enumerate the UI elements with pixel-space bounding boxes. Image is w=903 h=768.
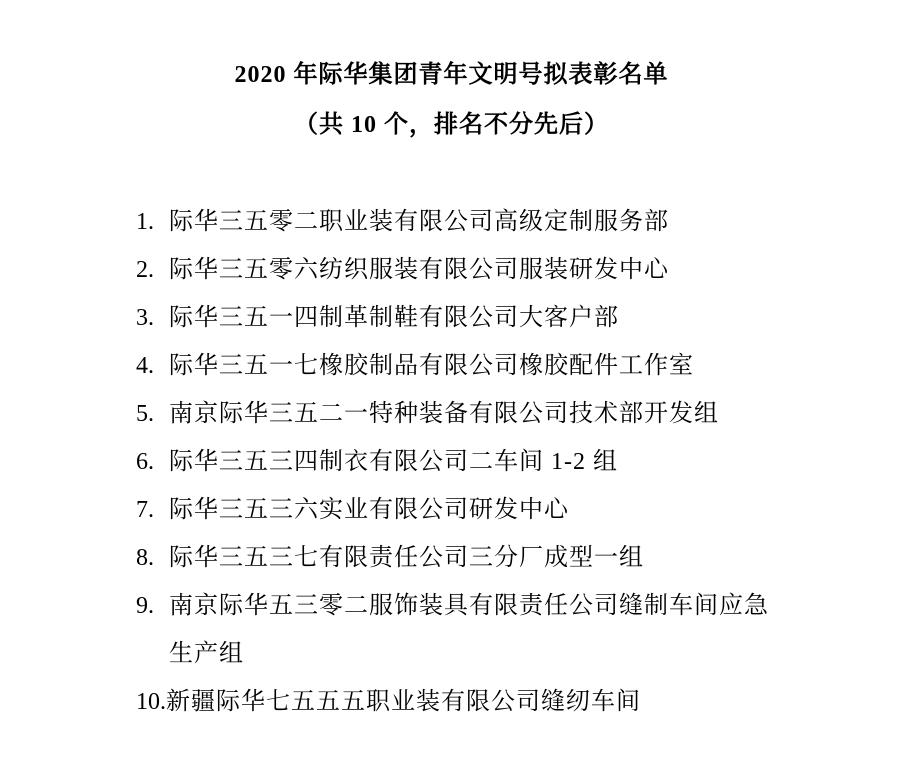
list-item-number: 2. bbox=[136, 257, 154, 283]
list-item bbox=[136, 246, 784, 294]
list-item-number: 3. bbox=[136, 305, 154, 331]
list-item bbox=[136, 390, 784, 438]
list-item-text: 际华三五零六纺织服装有限公司服装研发中心 bbox=[169, 257, 669, 283]
list-item-text: 际华三五三六实业有限公司研发中心 bbox=[169, 497, 569, 523]
list-item bbox=[136, 582, 784, 678]
list-item-text: 际华三五一四制革制鞋有限公司大客户部 bbox=[169, 305, 619, 331]
document-subtitle: （共 10 个，排名不分先后） bbox=[294, 112, 609, 138]
list-item bbox=[136, 438, 784, 486]
list-item-number: 9. bbox=[136, 593, 154, 619]
document-title: 2020 年际华集团青年文明号拟表彰名单 bbox=[234, 62, 669, 88]
list-item-number: 5. bbox=[136, 401, 154, 427]
list-item bbox=[136, 534, 784, 582]
list-item-text: 南京际华三五二一特种装备有限公司技术部开发组 bbox=[169, 401, 719, 427]
list-item-text: 际华三五三七有限责任公司三分厂成型一组 bbox=[169, 545, 644, 571]
list-item-text: 新疆际华七五五五职业装有限公司缝纫车间 bbox=[166, 689, 641, 715]
list-item bbox=[136, 294, 784, 342]
list-item-text: 际华三五三四制衣有限公司二车间 1-2 组 bbox=[169, 449, 618, 475]
list-item-number: 8. bbox=[136, 545, 154, 571]
list-item bbox=[136, 198, 784, 246]
list-item-number: 6. bbox=[136, 449, 154, 475]
list-item bbox=[136, 342, 784, 390]
award-list bbox=[136, 198, 784, 726]
list-item-number: 7. bbox=[136, 497, 154, 523]
list-item bbox=[136, 486, 784, 534]
list-item-number: 4. bbox=[136, 353, 154, 379]
list-item-text: 际华三五零二职业装有限公司高级定制服务部 bbox=[169, 209, 669, 235]
list-item bbox=[136, 678, 784, 726]
list-item-text: 际华三五一七橡胶制品有限公司橡胶配件工作室 bbox=[169, 353, 694, 379]
list-item-number: 1. bbox=[136, 209, 154, 235]
list-item-number: 10. bbox=[136, 689, 166, 715]
list-item-text: 南京际华五三零二服饰装具有限责任公司缝制车间应急生产组 bbox=[169, 593, 769, 667]
